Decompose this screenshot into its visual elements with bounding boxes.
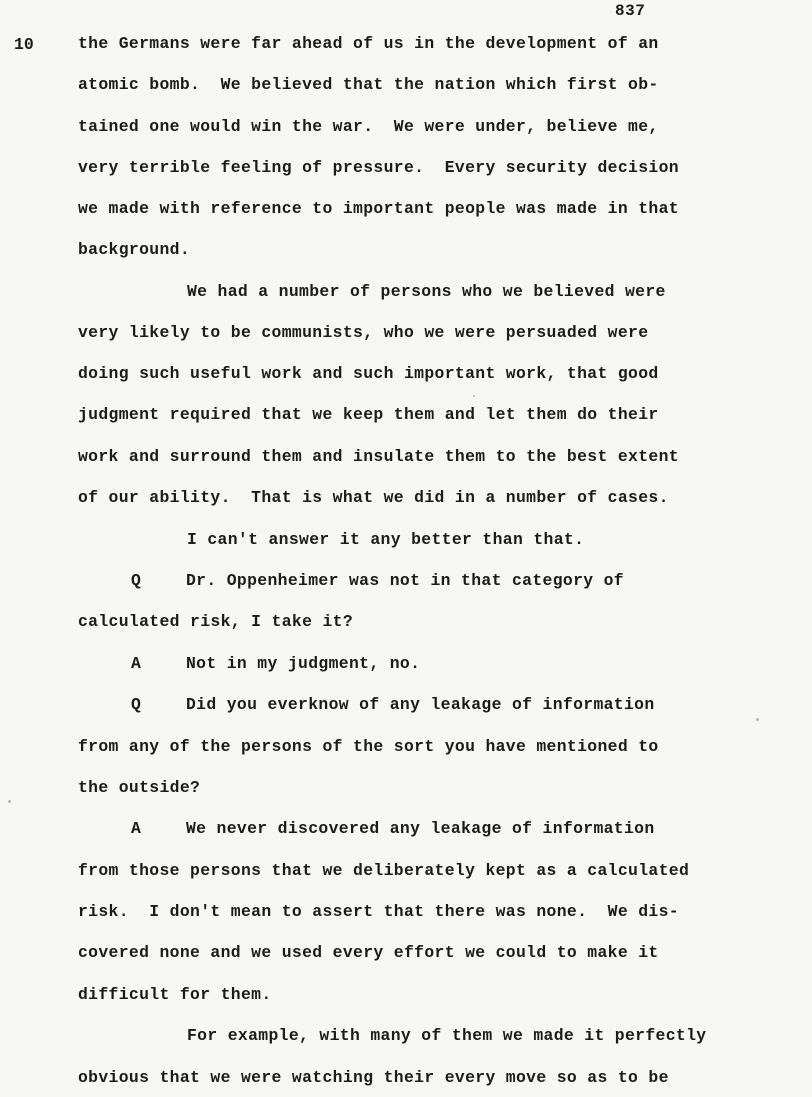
paragraph-line: We had a number of persons who we believed were — [187, 282, 666, 301]
text-line: background. — [78, 240, 191, 259]
answer-text: We never discovered any leakage of information — [186, 819, 655, 838]
page-number: 837 — [615, 2, 646, 20]
text-line: the Germans were far ahead of us in the development of an — [78, 34, 659, 53]
text-line: very terrible feeling of pressure. Every security decision — [78, 158, 679, 177]
paper-speck — [8, 800, 11, 803]
text-line: obvious that we were watching their every move so as to be — [78, 1068, 669, 1087]
line-marker: 10 — [14, 35, 34, 54]
paper-speck — [756, 718, 759, 721]
text-line: the outside? — [78, 778, 201, 797]
paper-speck — [473, 395, 475, 397]
text-line: difficult for them. — [78, 985, 272, 1004]
answer-text: Not in my judgment, no. — [186, 654, 421, 673]
question-text: Did you everknow of any leakage of information — [186, 695, 655, 714]
text-line: calculated risk, I take it? — [78, 612, 354, 631]
text-line: tained one would win the war. We were under, believe me, — [78, 117, 659, 136]
paragraph-line: For example, with many of them we made it perfectly — [187, 1026, 707, 1045]
text-line: work and surround them and insulate them to the best extent — [78, 447, 679, 466]
speaker-label: A — [131, 819, 142, 838]
text-line: very likely to be communists, who we were persuaded were — [78, 323, 649, 342]
text-line: atomic bomb. We believed that the nation which first ob- — [78, 75, 659, 94]
question-text: Dr. Oppenheimer was not in that category of — [186, 571, 624, 590]
text-line: doing such useful work and such important work, that good — [78, 364, 659, 383]
paragraph-line: I can't answer it any better than that. — [187, 530, 585, 549]
text-line: risk. I don't mean to assert that there was none. We dis- — [78, 902, 679, 921]
text-line: of our ability. That is what we did in a number of cases. — [78, 488, 669, 507]
text-line: we made with reference to important people was made in that — [78, 199, 679, 218]
speaker-label: Q — [131, 571, 142, 590]
speaker-label: Q — [131, 695, 142, 714]
text-line: from those persons that we deliberately kept as a calculated — [78, 861, 690, 880]
text-line: from any of the persons of the sort you have mentioned to — [78, 737, 659, 756]
speaker-label: A — [131, 654, 142, 673]
text-line: covered none and we used every effort we could to make it — [78, 943, 659, 962]
text-line: judgment required that we keep them and let them do their — [78, 405, 659, 424]
